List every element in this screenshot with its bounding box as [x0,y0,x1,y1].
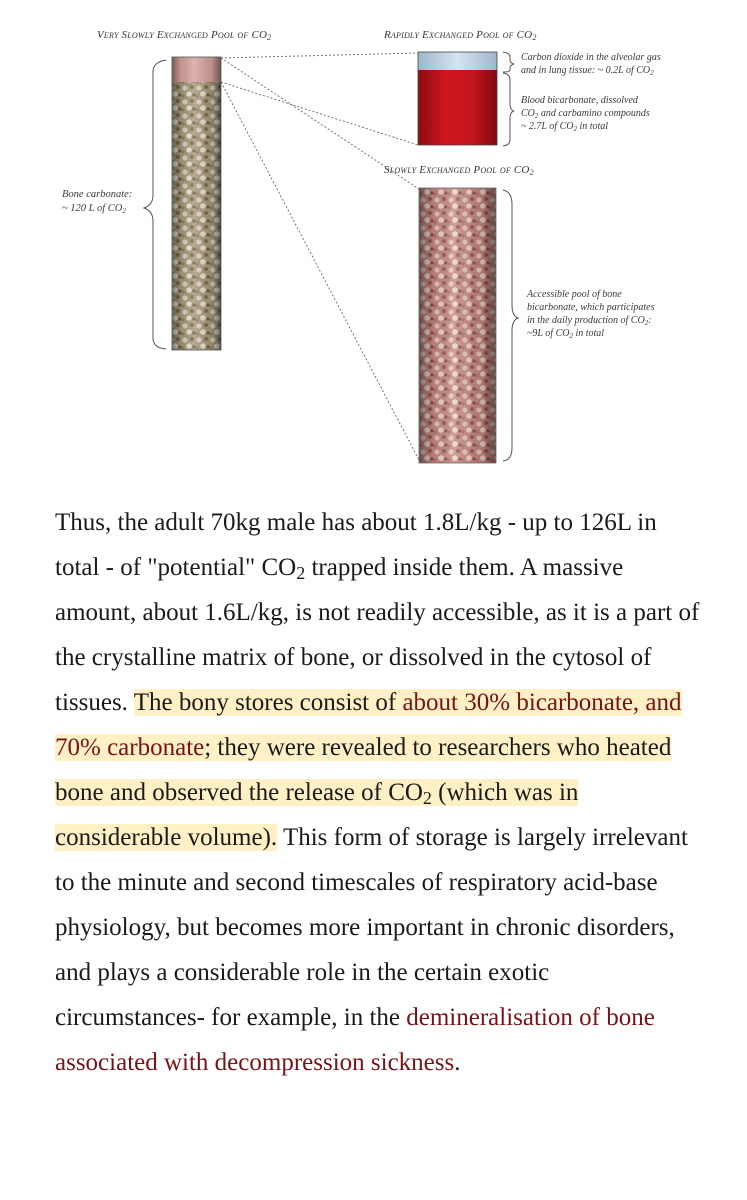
very-slow-pool-cylinder [172,57,221,350]
bone-carbonate-label: Bone carbonate: ~ 120 L of $CO_2$ [62,189,133,215]
body-text: Thus, the adult 70kg male has about 1.8L/kg - up to 126L in total - of "potential" $CO_2$ trapped inside them. A massive amount, about 1.6L/kg, is not readily accessible, as it is a part of the crystalline matrix of bone, or dissolved in the cytosol of tissues. The bony stores consist of about 30% bicarbonate, and 70% carbonate; they were revealed to researchers who heated bone and observed the release of $CO_2$ (which was in considerable volume). This form of storage is largely irrelevant to the minute and second timescales of respiratory acid-base physiology, but becomes more important in chronic disorders, and plays a considerable role in the certain exotic circumstances- for example, in the demineralisation of bone associated with decompression sickness. [55,509,700,1076]
connector-lines [221,53,419,460]
article-paragraph [55,500,705,1085]
highlight: The bony stores consist of about 30% bicarbonate, and 70% carbonate; they were revealed to researchers who heated bone and observed the release of $CO_2$ (which was in considerable volume). [55,689,682,851]
bicarbonate-carbonate-link[interactable]: about 30% bicarbonate, and 70% carbonate [55,689,682,761]
rapid-pool-cylinder [418,52,497,145]
rapid-pool-title: Rapidly Exchanged Pool of $CO_2$ [384,29,537,42]
very-slow-pool-title: Very Slowly Exchanged Pool of $CO_2$ [97,29,272,42]
accessible-bone-bicarbonate-label: Accessible pool of bone bicarbonate, which participates in the daily production of $CO_2$: ~9L of $CO_2$ in total [527,289,655,340]
slow-pool-cylinder [419,188,496,463]
co2-pools-diagram [0,0,747,480]
decompression-sickness-link[interactable]: demineralisation of bone associated with decompression sickness [55,1004,655,1076]
alveolar-gas-label: Carbon dioxide in the alveolar gas and in lung tissue: ~ 0.2L of $CO_2$ [521,52,661,77]
slow-pool-title: Slowly Exchanged Pool of $CO_2$ [384,164,534,177]
blood-bicarbonate-label: Blood bicarbonate, dissolved $CO_2$ and carbamino compounds ~ 2.7L of $CO_2$ in total [521,95,650,133]
